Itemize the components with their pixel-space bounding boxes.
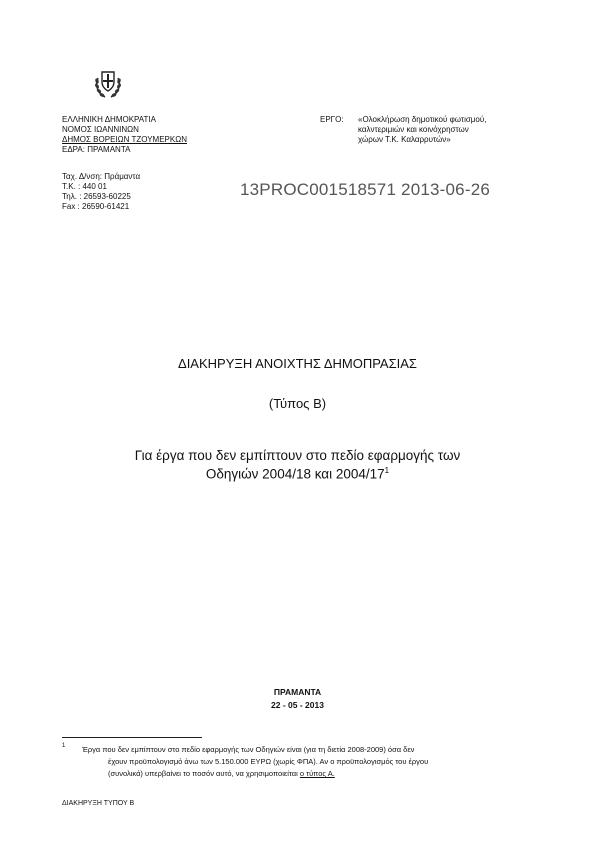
project-line-3: χώρων Τ.Κ. Καλαρρυτών» xyxy=(358,135,451,144)
header-line-prefecture: ΝΟΜΟΣ ΙΩΑΝΝΙΝΩΝ xyxy=(62,125,139,134)
footnote-line-2: έχουν προϋπολογισμό άνω των 5.150.000 ΕΥΡΩ (χωρίς ΦΠΑ). Αν ο προϋπολογισμός του έργου xyxy=(108,757,429,766)
footnote-divider xyxy=(62,737,202,738)
header-line-republic: ΕΛΛΗΝΙΚΗ ΔΗΜΟΚΡΑΤΙΑ xyxy=(62,115,156,124)
footnote-line-3 xyxy=(108,769,548,779)
footnote-line-1: Έργα που δεν εμπίπτουν στο πεδίο εφαρμογής των Οδηγιών είναι (για τη διετία 2008-2009) όσα δεν xyxy=(82,745,415,754)
procurement-id: 13PROC001518571 2013-06-26 xyxy=(240,180,490,199)
footnote-type-a-reference: ο τύπος Α. xyxy=(299,769,335,778)
footnote-reference[interactable]: 1 xyxy=(384,466,390,475)
document-type: (Τύπος Β) xyxy=(268,396,327,411)
header-line-municipality: ΔΗΜΟΣ ΒΟΡΕΙΩΝ ΤΖΟΥΜΕΡΚΩΝ xyxy=(62,135,187,144)
project-label: ΕΡΓΟ: xyxy=(320,115,344,124)
footnote-mark: 1 xyxy=(62,743,66,749)
contact-fax: Fax : 26590-61421 xyxy=(62,202,130,211)
contact-address: Ταχ. Δ/νση: Πράμαντα xyxy=(62,172,141,181)
header-line-seat: ΕΔΡΑ: ΠΡΑΜΑΝΤΑ xyxy=(62,145,131,154)
project-description xyxy=(358,115,548,145)
document-subtitle-line-1: Για έργα που δεν εμπίπτουν στο πεδίο εφαρμογής των xyxy=(134,448,461,463)
issue-place: ΠΡΑΜΑΝΤΑ xyxy=(273,687,322,697)
greek-state-emblem xyxy=(92,68,124,100)
issuer-block xyxy=(62,115,187,155)
document-subtitle-line-2 xyxy=(0,466,595,482)
issue-date: 22 - 05 - 2013 xyxy=(271,700,324,710)
project-line-2: καλντεριμιών και κοινόχρηστων xyxy=(358,125,469,134)
page-footer: ΔΙΑΚΗΡΥΞΗ ΤΥΠΟΥ Β xyxy=(62,800,135,807)
document-title: ΔΙΑΚΗΡΥΞΗ ΑΝΟΙΧΤΗΣ ΔΗΜΟΠΡΑΣΙΑΣ xyxy=(178,356,417,371)
footnote-line-3-text: (συνολικά) υπερβαίνει το ποσόν αυτό, να χρησιμοποιείται xyxy=(108,769,300,778)
contact-block xyxy=(62,172,140,212)
contact-postal-code: Τ.Κ. : 440 01 xyxy=(62,182,107,191)
subtitle-line-2-text: Οδηγιών 2004/18 και 2004/17 xyxy=(205,466,385,482)
contact-phone: Τηλ. : 26593-60225 xyxy=(62,192,131,201)
project-line-1: «Ολοκλήρωση δημοτικού φωτισμού, xyxy=(358,115,487,124)
